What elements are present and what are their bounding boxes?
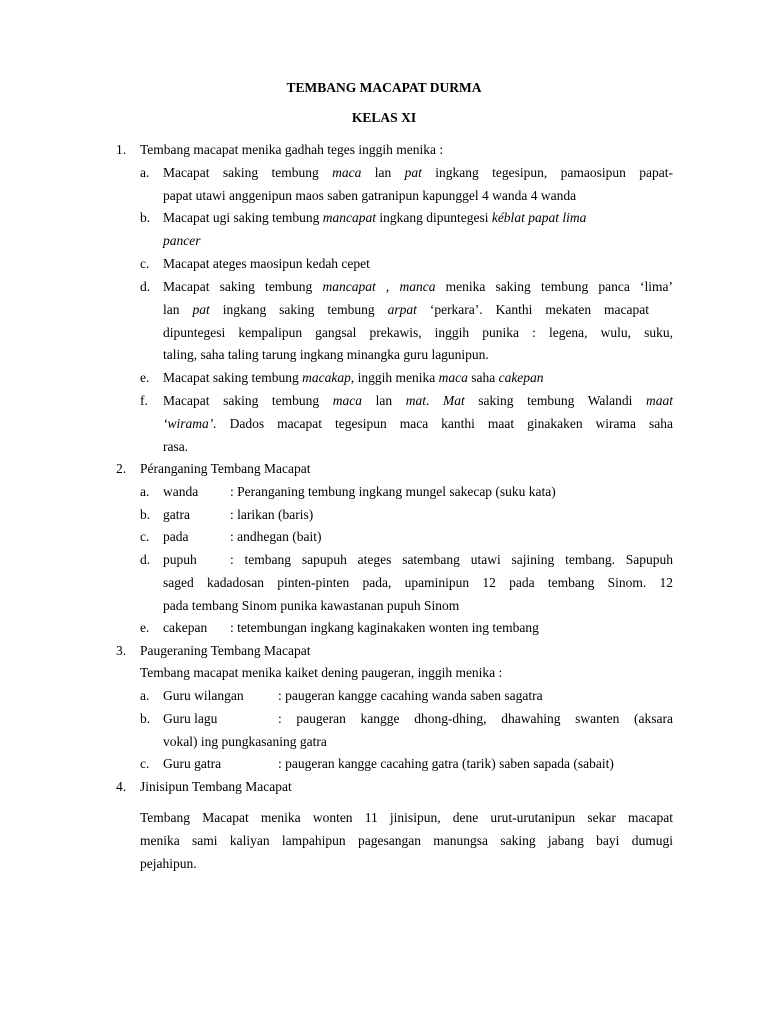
item-letter: b. xyxy=(140,210,151,225)
item-letter: f. xyxy=(140,393,148,408)
item-letter: e. xyxy=(140,370,150,385)
item-text-continued: pada tembang Sinom punika kawastanan pupuh Sinom xyxy=(163,598,460,613)
paragraph-line: Tembang Macapat menika wonten 11 jinisipun, dene urut-urutanipun sekar macapat xyxy=(140,810,673,825)
item-letter: b. xyxy=(140,711,151,726)
page-subtitle: KELAS XI xyxy=(351,110,417,125)
item-text-continued: saged kadadosan pinten-pinten pada, upaminipun 12 pada tembang Sinom. 12 xyxy=(163,575,673,590)
section-intro: Tembang macapat menika kaiket dening paugeran, inggih menika : xyxy=(140,665,503,680)
item-text-continued: rasa. xyxy=(163,439,189,454)
item-text-continued: taling, saha taling tarung ingkang minangka guru lagunipun. xyxy=(163,347,489,362)
item-definition: : tetembungan ingkang kaginakaken wonten ing tembang xyxy=(230,620,539,635)
item-definition: : paugeran kangge cacahing gatra (tarik) saben sapada (sabait) xyxy=(278,756,614,771)
item-term: Guru gatra xyxy=(163,756,222,771)
item-text-continued: papat utawi anggenipun maos saben gatranipun kapunggel 4 wanda 4 wanda xyxy=(163,188,577,203)
item-definition: : Peranganing tembung ingkang mungel sakecap (suku kata) xyxy=(230,484,556,499)
item-letter: c. xyxy=(140,756,150,771)
item-letter: c. xyxy=(140,256,150,271)
item-term: gatra xyxy=(163,507,190,522)
item-term: pupuh xyxy=(163,552,197,567)
item-text-continued: ‘wirama’. Dados macapat tegesipun maca kanthi maat ginakaken wirama saha xyxy=(163,416,673,431)
item-term: pada xyxy=(163,529,189,544)
item-letter: c. xyxy=(140,529,150,544)
item-letter: d. xyxy=(140,552,151,567)
page-title: TEMBANG MACAPAT DURMA xyxy=(286,80,482,95)
item-text-continued: lan pat ingkang saking tembung arpat ‘perkara’. Kanthi mekaten macapat xyxy=(163,302,649,317)
item-definition: : larikan (baris) xyxy=(230,507,314,522)
item-text: Macapat saking tembung mancapat , manca menika saking tembung panca ‘lima’ xyxy=(163,279,673,294)
item-text: Macapat saking tembung maca lan pat ingkang tegesipun, pamaosipun papat- xyxy=(163,165,673,180)
item-text-continued: vokal) ing pungkasaning gatra xyxy=(163,734,327,749)
item-term: wanda xyxy=(163,484,199,499)
item-term: Guru wilangan xyxy=(163,688,244,703)
section-number: 2. xyxy=(116,461,127,476)
item-definition: : andhegan (bait) xyxy=(230,529,322,544)
section-number: 1. xyxy=(116,142,127,157)
section-heading: Tembang macapat menika gadhah teges inggih menika : xyxy=(140,142,444,157)
item-term: Guru lagu xyxy=(163,711,218,726)
item-letter: e. xyxy=(140,620,150,635)
paragraph-line: menika sami kaliyan lampahipun pagesangan manungsa saking jabang bayi dumugi xyxy=(140,833,673,848)
item-text-continued: pancer xyxy=(163,233,201,248)
item-text: Macapat ateges maosipun kedah cepet xyxy=(163,256,370,271)
section-number: 3. xyxy=(116,643,127,658)
item-text-continued: dipuntegesi kempalipun gangsal prekawis, inggih punika : legena, wulu, suku, xyxy=(163,325,673,340)
item-definition: : paugeran kangge dhong-dhing, dhawahing swanten (aksara xyxy=(278,711,673,726)
item-definition: : tembang sapupuh ateges satembang utawi sajining tembang. Sapupuh xyxy=(230,552,673,567)
item-definition: : paugeran kangge cacahing wanda saben sagatra xyxy=(278,688,543,703)
item-letter: a. xyxy=(140,688,150,703)
item-letter: a. xyxy=(140,165,150,180)
item-letter: a. xyxy=(140,484,150,499)
item-term: cakepan xyxy=(163,620,208,635)
item-letter: b. xyxy=(140,507,151,522)
section-heading: Jinisipun Tembang Macapat xyxy=(140,779,292,794)
section-heading: Paugeraning Tembang Macapat xyxy=(140,643,311,658)
item-text: Macapat saking tembung maca lan mat. Mat saking tembung Walandi maat xyxy=(163,393,673,408)
item-text: Macapat saking tembung macakap, inggih menika maca saha cakepan xyxy=(163,370,544,385)
item-letter: d. xyxy=(140,279,151,294)
section-number: 4. xyxy=(116,779,127,794)
paragraph-line: pejahipun. xyxy=(140,856,197,871)
item-text: Macapat ugi saking tembung mancapat ingkang dipuntegesi kéblat papat lima xyxy=(163,210,587,225)
section-heading: Péranganing Tembang Macapat xyxy=(140,461,311,476)
